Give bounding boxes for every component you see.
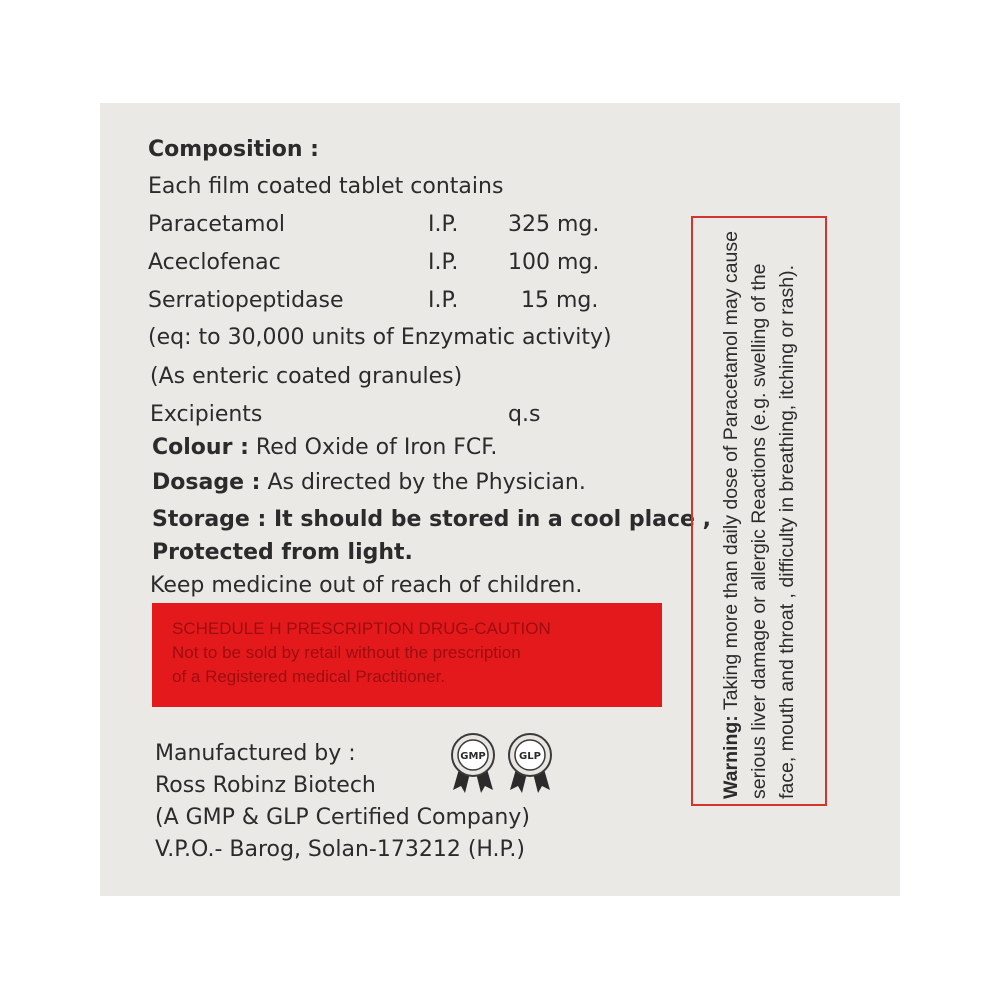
ingredient-name: Paracetamol [148,212,286,237]
manufacturer-address: V.P.O.- Barog, Solan-173212 (H.P.) [155,837,525,862]
composition-intro: Each film coated tablet contains [148,174,504,199]
keep-out-of-reach-text: Keep medicine out of reach of children. [150,573,583,598]
medicine-label-panel [100,103,900,896]
enzymatic-note: (eq: to 30,000 units of Enzymatic activity) [148,325,612,350]
manufacturer-name: Ross Robinz Biotech [155,773,376,798]
warning-box [691,216,827,806]
schedule-h-line: of a Registered medical Practitioner. [172,667,446,686]
ingredient-standard: I.P. [428,288,459,313]
excipients-amount: q.s [508,402,541,427]
ingredient-amount: 15 mg. [521,288,599,313]
storage-line [152,507,711,533]
dosage-value: As directed by the Physician. [267,470,586,495]
ingredient-standard: I.P. [428,250,459,275]
colour-label: Colour : [152,435,249,460]
dosage-label: Dosage : [152,470,261,495]
storage-label: Storage : [152,507,267,532]
warning-text: Taking more than daily dose of Paracetamol may cause serious liver damage or allergic Reactions (e.g. swelling of the face, mouth and throat , difficulty in breathing, itching or rash). [720,231,798,799]
warning-text-block [717,223,801,799]
glp-ribbon-seal-icon [507,732,553,794]
ingredient-amount: 100 mg. [508,250,600,275]
ingredient-name: Aceclofenac [148,250,281,275]
manufactured-by-label: Manufactured by : [155,741,356,766]
excipients-name: Excipients [150,402,263,427]
ingredient-standard: I.P. [428,212,459,237]
manufacturer-certification: (A GMP & GLP Certified Company) [155,805,530,830]
schedule-h-line: Not to be sold by retail without the prescription [172,643,521,662]
dosage-line [152,470,586,496]
gmp-ribbon-seal-icon [450,732,496,794]
storage-line-2: Protected from light. [152,540,413,565]
schedule-h-caution-box [152,603,662,707]
gmp-seal-text: GMP [460,751,486,762]
schedule-h-title: SCHEDULE H PRESCRIPTION DRUG-CAUTION [172,619,551,638]
warning-label: Warning: [720,715,742,799]
colour-line [152,435,497,461]
colour-value: Red Oxide of Iron FCF. [255,435,498,460]
glp-seal-text: GLP [519,751,541,762]
ingredient-amount: 325 mg. [508,212,600,237]
granules-note: (As enteric coated granules) [150,364,463,389]
storage-value: It should be stored in a cool place , [273,507,711,532]
composition-heading: Composition : [148,137,319,162]
ingredient-name: Serratiopeptidase [148,288,344,313]
